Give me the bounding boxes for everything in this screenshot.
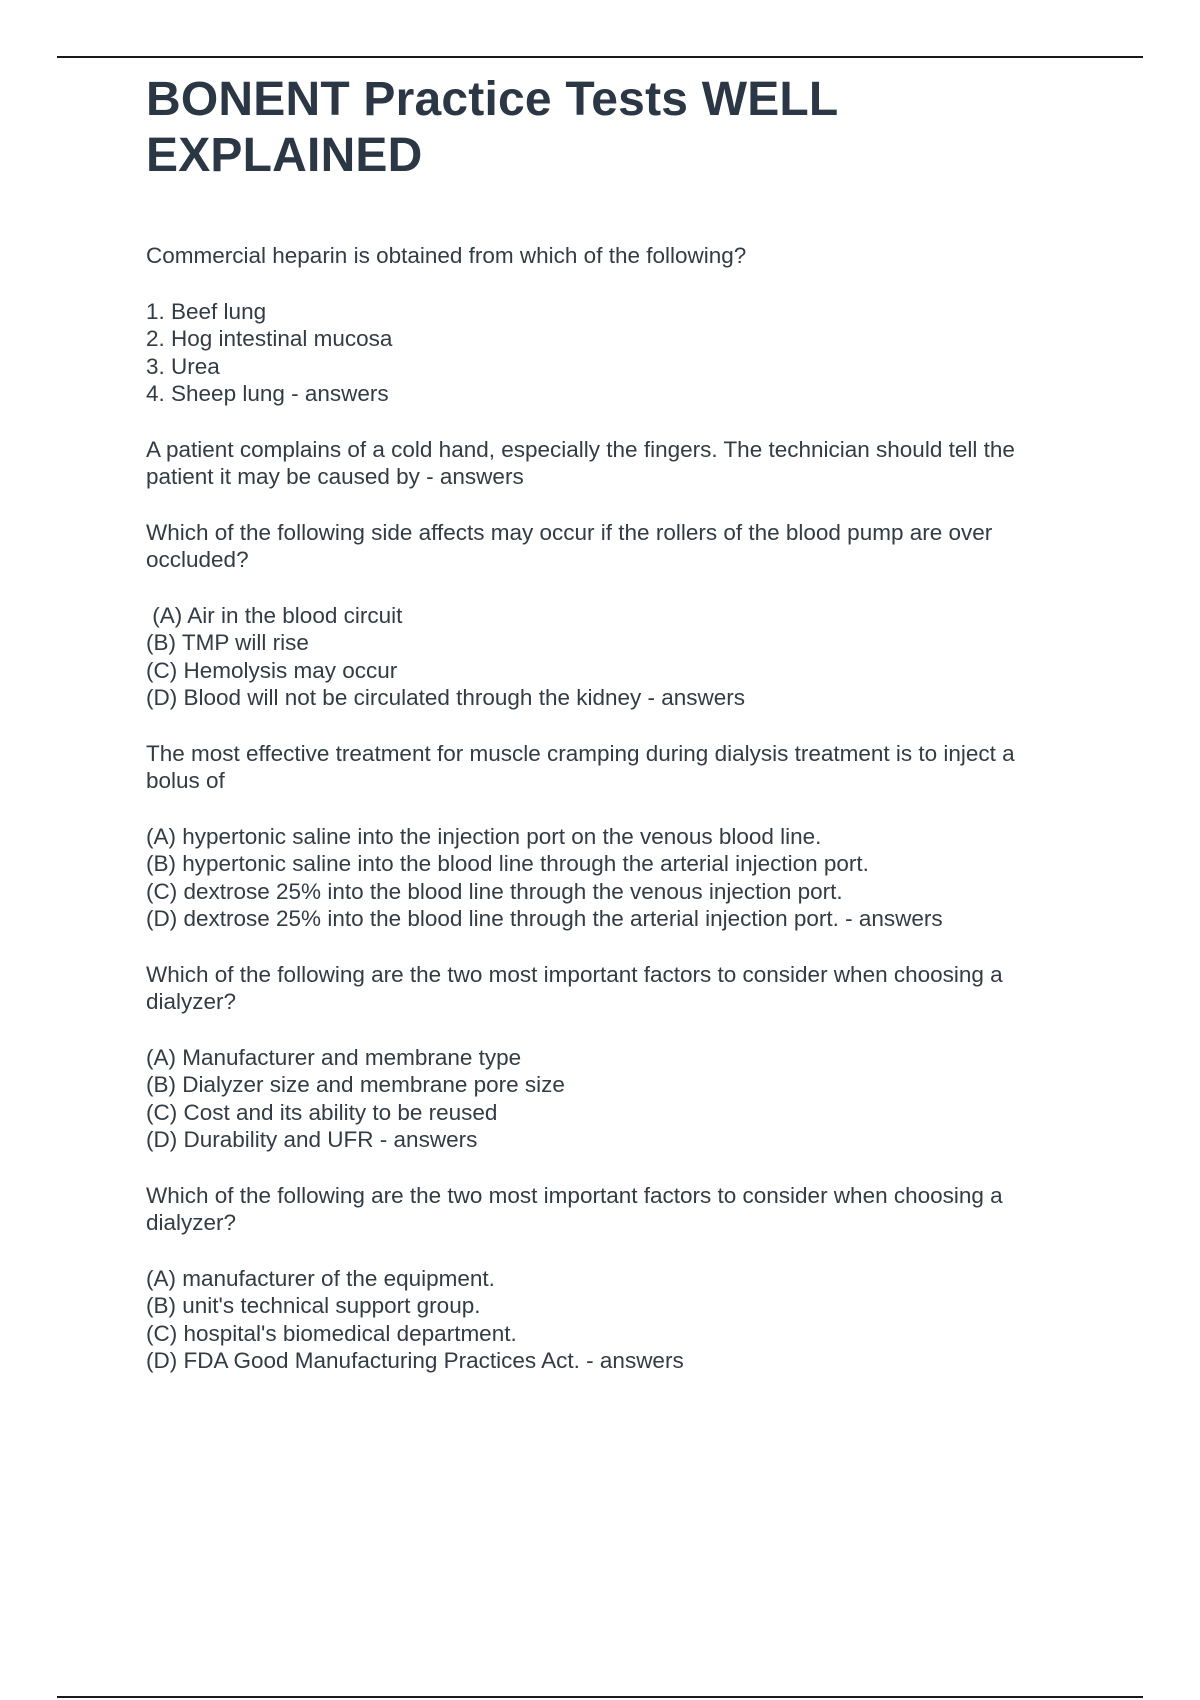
answer-option: (A) manufacturer of the equipment. — [146, 1265, 495, 1291]
question-block — [146, 436, 1096, 491]
answer-option: (B) Dialyzer size and membrane pore size — [146, 1072, 565, 1097]
question-block — [146, 740, 1096, 933]
answer-option: (C) Hemolysis may occur — [146, 657, 398, 683]
answer-option: (B) hypertonic saline into the blood line through the arterial injection port. — [146, 851, 869, 876]
document-title-line-2: EXPLAINED — [146, 129, 423, 182]
question-block — [146, 961, 1096, 1154]
question-block — [146, 519, 1096, 712]
question-stem-line: Commercial heparin is obtained from which of the following? — [146, 243, 747, 268]
answer-option: 1. Beef lung — [146, 298, 267, 324]
question-block — [146, 1182, 1096, 1375]
spacer — [146, 574, 1096, 602]
answer-option: (D) Blood will not be circulated through the kidney - answers — [146, 685, 746, 710]
answer-option: (A) hypertonic saline into the injection port on the venous blood line. — [146, 823, 822, 849]
answer-option: (C) dextrose 25% into the blood line through the venous injection port. — [146, 878, 843, 904]
question-stem-line: The most effective treatment for muscle cramping during dialysis treatment is to inject a — [146, 740, 1015, 766]
document-title — [146, 72, 1096, 184]
answer-option: (B) unit's technical support group. — [146, 1293, 481, 1318]
answer-option: (A) Manufacturer and membrane type — [146, 1044, 522, 1070]
question-list — [146, 242, 1096, 1375]
question-block — [146, 242, 1096, 408]
question-stem-line: dialyzer? — [146, 1210, 237, 1235]
spacer — [146, 1237, 1096, 1265]
question-stem-line: dialyzer? — [146, 989, 237, 1014]
answer-option: 2. Hog intestinal mucosa — [146, 326, 393, 351]
answer-option: (D) Durability and UFR - answers — [146, 1127, 478, 1152]
answer-option: (B) TMP will rise — [146, 630, 309, 655]
question-stem-line: bolus of — [146, 768, 225, 793]
question-stem-line: occluded? — [146, 547, 249, 572]
question-stem-line: Which of the following are the two most important factors to consider when choosing a — [146, 961, 1003, 987]
question-stem-line: Which of the following side affects may occur if the rollers of the blood pump are over — [146, 519, 993, 545]
spacer — [146, 1016, 1096, 1044]
answer-option: (C) Cost and its ability to be reused — [146, 1099, 498, 1125]
answer-option: 3. Urea — [146, 353, 220, 379]
question-stem-line: patient it may be caused by - answers — [146, 464, 524, 489]
document-title-line-1: BONENT Practice Tests WELL — [146, 73, 839, 126]
page-content — [146, 72, 1096, 1403]
spacer — [146, 795, 1096, 823]
answer-option: 4. Sheep lung - answers — [146, 381, 389, 406]
answer-option: (C) hospital's biomedical department. — [146, 1320, 517, 1346]
question-stem-line: Which of the following are the two most important factors to consider when choosing a — [146, 1182, 1003, 1208]
question-stem-line: A patient complains of a cold hand, especially the fingers. The technician should tell the — [146, 436, 1015, 462]
bottom-rule — [57, 1696, 1143, 1698]
spacer — [146, 270, 1096, 298]
answer-option: (A) Air in the blood circuit — [146, 602, 403, 628]
top-rule — [57, 56, 1143, 58]
answer-option: (D) FDA Good Manufacturing Practices Act. - answers — [146, 1348, 684, 1373]
answer-option: (D) dextrose 25% into the blood line through the arterial injection port. - answers — [146, 906, 943, 931]
